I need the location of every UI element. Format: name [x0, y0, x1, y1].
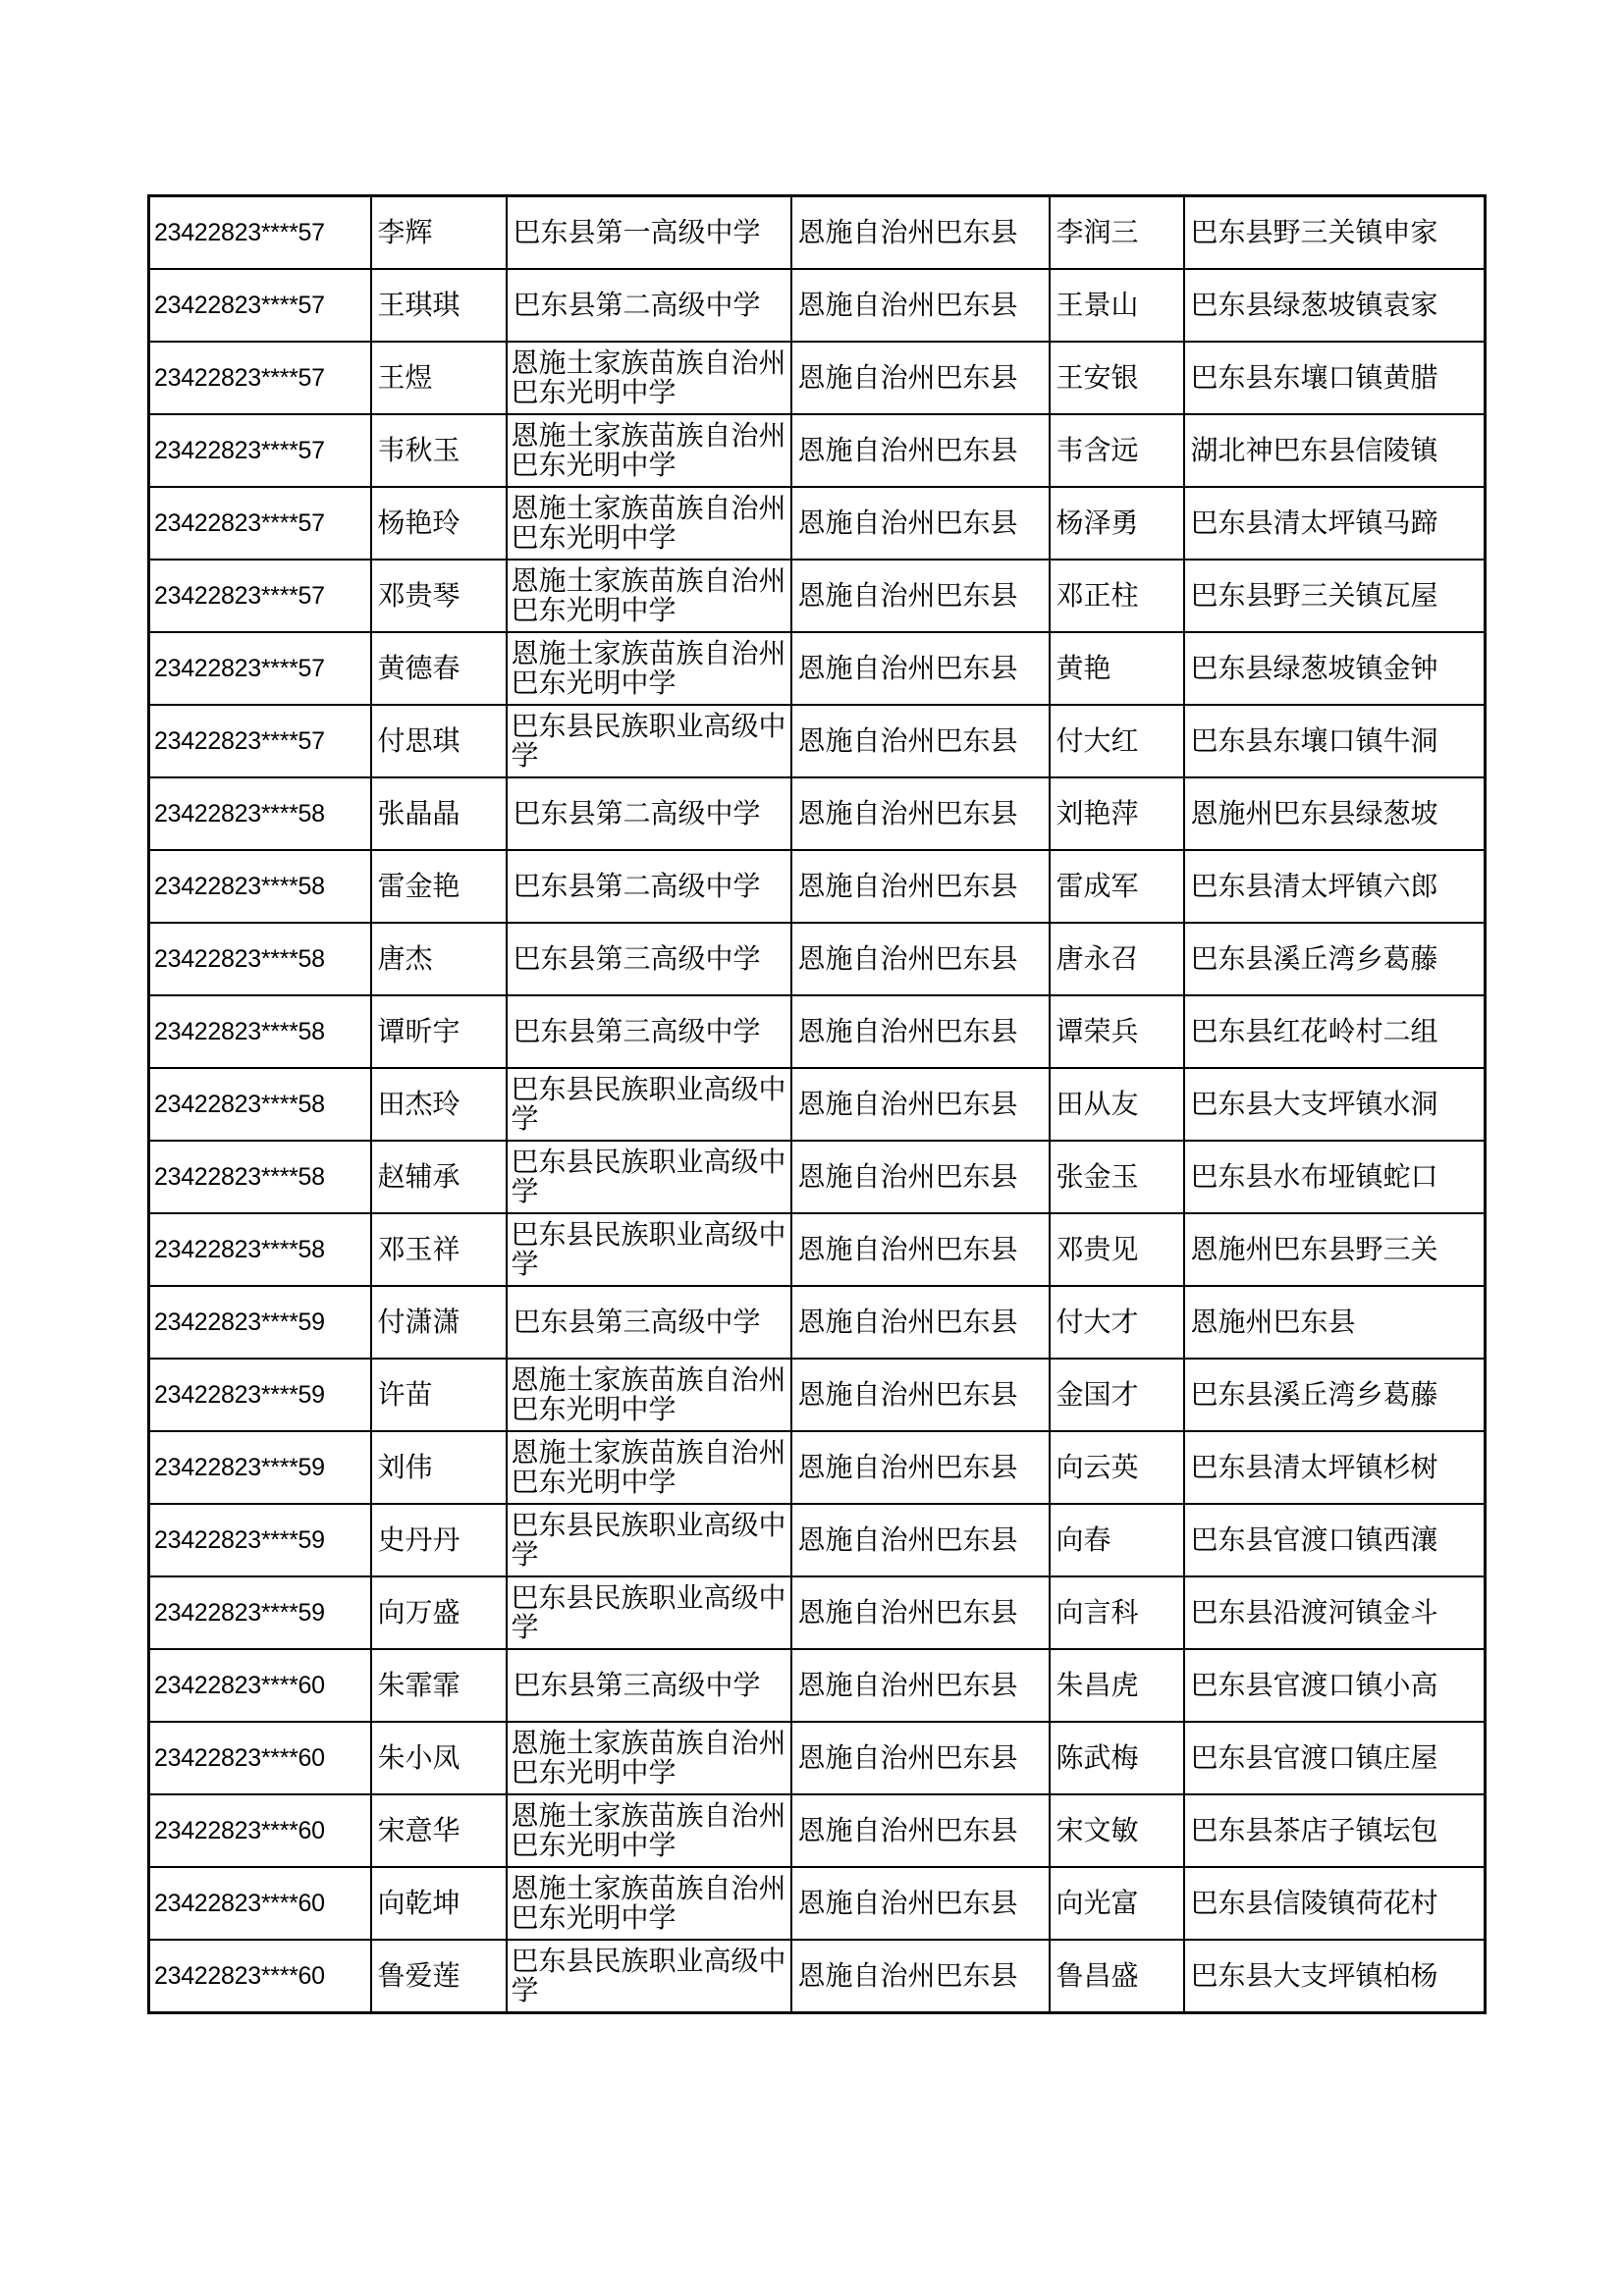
guardian-name-cell: 雷成军 [1050, 850, 1184, 923]
school-cell: 恩施土家族苗族自治州巴东光明中学 [507, 1794, 791, 1867]
address-cell: 巴东县溪丘湾乡葛藤 [1184, 923, 1486, 995]
table-row [149, 196, 1486, 270]
guardian-name-cell: 宋文敏 [1050, 1794, 1184, 1867]
table-row [149, 850, 1486, 923]
region-cell: 恩施自治州巴东县 [791, 342, 1050, 414]
student-id-cell: 23422823****58 [149, 777, 371, 850]
student-name-cell: 田杰玲 [371, 1068, 507, 1141]
student-name-cell: 邓玉祥 [371, 1213, 507, 1286]
region-cell: 恩施自治州巴东县 [791, 1794, 1050, 1867]
student-id-cell: 23422823****57 [149, 414, 371, 487]
school-cell: 巴东县民族职业高级中学 [507, 705, 791, 777]
student-name-cell: 杨艳玲 [371, 487, 507, 560]
school-cell: 恩施土家族苗族自治州巴东光明中学 [507, 487, 791, 560]
school-cell: 巴东县民族职业高级中学 [507, 1504, 791, 1576]
region-cell: 恩施自治州巴东县 [791, 1576, 1050, 1649]
school-cell: 恩施土家族苗族自治州巴东光明中学 [507, 1722, 791, 1794]
address-cell: 巴东县绿葱坡镇金钟 [1184, 632, 1486, 705]
guardian-name-cell: 唐永召 [1050, 923, 1184, 995]
school-cell: 巴东县第二高级中学 [507, 269, 791, 342]
guardian-name-cell: 谭荣兵 [1050, 995, 1184, 1068]
student-id-cell: 23422823****59 [149, 1286, 371, 1359]
school-cell: 恩施土家族苗族自治州巴东光明中学 [507, 1431, 791, 1504]
student-name-cell: 黄德春 [371, 632, 507, 705]
region-cell: 恩施自治州巴东县 [791, 850, 1050, 923]
address-cell: 巴东县东壤口镇黄腊 [1184, 342, 1486, 414]
table-row [149, 414, 1486, 487]
table-row [149, 1286, 1486, 1359]
student-name-cell: 赵辅承 [371, 1141, 507, 1213]
school-cell: 恩施土家族苗族自治州巴东光明中学 [507, 342, 791, 414]
table-row [149, 705, 1486, 777]
address-cell: 巴东县信陵镇荷花村 [1184, 1867, 1486, 1940]
guardian-name-cell: 李润三 [1050, 196, 1184, 270]
address-cell: 巴东县沿渡河镇金斗 [1184, 1576, 1486, 1649]
table-row [149, 777, 1486, 850]
address-cell: 巴东县清太坪镇六郎 [1184, 850, 1486, 923]
region-cell: 恩施自治州巴东县 [791, 1867, 1050, 1940]
student-id-cell: 23422823****58 [149, 1141, 371, 1213]
region-cell: 恩施自治州巴东县 [791, 1504, 1050, 1576]
school-cell: 巴东县第三高级中学 [507, 1649, 791, 1722]
guardian-name-cell: 张金玉 [1050, 1141, 1184, 1213]
student-name-cell: 朱霏霏 [371, 1649, 507, 1722]
student-name-cell: 王煜 [371, 342, 507, 414]
student-id-cell: 23422823****57 [149, 560, 371, 632]
student-name-cell: 鲁爱莲 [371, 1940, 507, 2013]
region-cell: 恩施自治州巴东县 [791, 995, 1050, 1068]
guardian-name-cell: 邓正柱 [1050, 560, 1184, 632]
address-cell: 巴东县红花岭村二组 [1184, 995, 1486, 1068]
table-row [149, 1359, 1486, 1431]
address-cell: 巴东县茶店子镇坛包 [1184, 1794, 1486, 1867]
school-cell: 巴东县第一高级中学 [507, 196, 791, 270]
student-name-cell: 唐杰 [371, 923, 507, 995]
region-cell: 恩施自治州巴东县 [791, 1141, 1050, 1213]
address-cell: 巴东县大支坪镇水洞 [1184, 1068, 1486, 1141]
student-id-cell: 23422823****60 [149, 1722, 371, 1794]
student-name-cell: 付思琪 [371, 705, 507, 777]
school-cell: 恩施土家族苗族自治州巴东光明中学 [507, 414, 791, 487]
student-id-cell: 23422823****59 [149, 1359, 371, 1431]
table-row [149, 1649, 1486, 1722]
table-row [149, 1940, 1486, 2013]
guardian-name-cell: 金国才 [1050, 1359, 1184, 1431]
student-id-cell: 23422823****58 [149, 850, 371, 923]
region-cell: 恩施自治州巴东县 [791, 196, 1050, 270]
region-cell: 恩施自治州巴东县 [791, 632, 1050, 705]
student-id-cell: 23422823****57 [149, 487, 371, 560]
student-id-cell: 23422823****57 [149, 196, 371, 270]
address-cell: 巴东县东壤口镇牛洞 [1184, 705, 1486, 777]
student-id-cell: 23422823****60 [149, 1867, 371, 1940]
guardian-name-cell: 付大红 [1050, 705, 1184, 777]
guardian-name-cell: 杨泽勇 [1050, 487, 1184, 560]
table-row [149, 269, 1486, 342]
school-cell: 巴东县民族职业高级中学 [507, 1213, 791, 1286]
school-cell: 巴东县第二高级中学 [507, 850, 791, 923]
table-row [149, 1794, 1486, 1867]
address-cell: 巴东县官渡口镇小高 [1184, 1649, 1486, 1722]
school-cell: 巴东县民族职业高级中学 [507, 1141, 791, 1213]
guardian-name-cell: 鲁昌盛 [1050, 1940, 1184, 2013]
region-cell: 恩施自治州巴东县 [791, 269, 1050, 342]
table-row [149, 1431, 1486, 1504]
address-cell: 湖北神巴东县信陵镇 [1184, 414, 1486, 487]
guardian-name-cell: 王景山 [1050, 269, 1184, 342]
region-cell: 恩施自治州巴东县 [791, 923, 1050, 995]
student-id-cell: 23422823****58 [149, 1213, 371, 1286]
guardian-name-cell: 向言科 [1050, 1576, 1184, 1649]
student-name-cell: 王琪琪 [371, 269, 507, 342]
table-body [149, 196, 1486, 2013]
school-cell: 巴东县第三高级中学 [507, 923, 791, 995]
student-id-cell: 23422823****59 [149, 1576, 371, 1649]
guardian-name-cell: 邓贵见 [1050, 1213, 1184, 1286]
student-name-cell: 李辉 [371, 196, 507, 270]
address-cell: 巴东县野三关镇瓦屋 [1184, 560, 1486, 632]
school-cell: 巴东县民族职业高级中学 [507, 1068, 791, 1141]
student-id-cell: 23422823****57 [149, 705, 371, 777]
region-cell: 恩施自治州巴东县 [791, 1940, 1050, 2013]
address-cell: 巴东县野三关镇申家 [1184, 196, 1486, 270]
address-cell: 巴东县大支坪镇柏杨 [1184, 1940, 1486, 2013]
student-name-cell: 史丹丹 [371, 1504, 507, 1576]
school-cell: 巴东县第二高级中学 [507, 777, 791, 850]
guardian-name-cell: 向春 [1050, 1504, 1184, 1576]
student-name-cell: 张晶晶 [371, 777, 507, 850]
table-row [149, 1068, 1486, 1141]
address-cell: 巴东县清太坪镇杉树 [1184, 1431, 1486, 1504]
address-cell: 巴东县官渡口镇西瀼 [1184, 1504, 1486, 1576]
student-name-cell: 谭昕宇 [371, 995, 507, 1068]
address-cell: 恩施州巴东县野三关 [1184, 1213, 1486, 1286]
school-cell: 恩施土家族苗族自治州巴东光明中学 [507, 1867, 791, 1940]
student-name-cell: 雷金艳 [371, 850, 507, 923]
region-cell: 恩施自治州巴东县 [791, 1213, 1050, 1286]
student-id-cell: 23422823****60 [149, 1649, 371, 1722]
student-name-cell: 付潇潇 [371, 1286, 507, 1359]
region-cell: 恩施自治州巴东县 [791, 705, 1050, 777]
address-cell: 巴东县清太坪镇马蹄 [1184, 487, 1486, 560]
student-name-cell: 邓贵琴 [371, 560, 507, 632]
table-row [149, 1141, 1486, 1213]
student-name-cell: 刘伟 [371, 1431, 507, 1504]
school-cell: 巴东县第三高级中学 [507, 995, 791, 1068]
address-cell: 巴东县绿葱坡镇袁家 [1184, 269, 1486, 342]
guardian-name-cell: 王安银 [1050, 342, 1184, 414]
region-cell: 恩施自治州巴东县 [791, 777, 1050, 850]
table-row [149, 1722, 1486, 1794]
table-row [149, 1867, 1486, 1940]
region-cell: 恩施自治州巴东县 [791, 414, 1050, 487]
region-cell: 恩施自治州巴东县 [791, 487, 1050, 560]
student-name-cell: 向乾坤 [371, 1867, 507, 1940]
region-cell: 恩施自治州巴东县 [791, 1722, 1050, 1794]
student-id-cell: 23422823****59 [149, 1431, 371, 1504]
student-roster-table [147, 194, 1487, 2014]
student-id-cell: 23422823****57 [149, 269, 371, 342]
table-row [149, 632, 1486, 705]
address-cell: 巴东县水布垭镇蛇口 [1184, 1141, 1486, 1213]
table-row [149, 560, 1486, 632]
student-id-cell: 23422823****60 [149, 1794, 371, 1867]
region-cell: 恩施自治州巴东县 [791, 1286, 1050, 1359]
table-row [149, 487, 1486, 560]
school-cell: 巴东县第三高级中学 [507, 1286, 791, 1359]
table-row [149, 995, 1486, 1068]
table-row [149, 923, 1486, 995]
guardian-name-cell: 向云英 [1050, 1431, 1184, 1504]
school-cell: 恩施土家族苗族自治州巴东光明中学 [507, 632, 791, 705]
guardian-name-cell: 韦含远 [1050, 414, 1184, 487]
school-cell: 巴东县民族职业高级中学 [507, 1576, 791, 1649]
student-id-cell: 23422823****58 [149, 1068, 371, 1141]
guardian-name-cell: 田从友 [1050, 1068, 1184, 1141]
region-cell: 恩施自治州巴东县 [791, 1068, 1050, 1141]
student-id-cell: 23422823****59 [149, 1504, 371, 1576]
student-name-cell: 朱小凤 [371, 1722, 507, 1794]
student-id-cell: 23422823****60 [149, 1940, 371, 2013]
address-cell: 恩施州巴东县绿葱坡 [1184, 777, 1486, 850]
region-cell: 恩施自治州巴东县 [791, 1431, 1050, 1504]
school-cell: 恩施土家族苗族自治州巴东光明中学 [507, 1359, 791, 1431]
student-name-cell: 许苗 [371, 1359, 507, 1431]
table-row [149, 342, 1486, 414]
guardian-name-cell: 朱昌虎 [1050, 1649, 1184, 1722]
guardian-name-cell: 黄艳 [1050, 632, 1184, 705]
table-row [149, 1504, 1486, 1576]
guardian-name-cell: 向光富 [1050, 1867, 1184, 1940]
guardian-name-cell: 陈武梅 [1050, 1722, 1184, 1794]
region-cell: 恩施自治州巴东县 [791, 1649, 1050, 1722]
student-id-cell: 23422823****58 [149, 995, 371, 1068]
student-name-cell: 向万盛 [371, 1576, 507, 1649]
table-row [149, 1576, 1486, 1649]
table-row [149, 1213, 1486, 1286]
student-id-cell: 23422823****58 [149, 923, 371, 995]
student-id-cell: 23422823****57 [149, 632, 371, 705]
address-cell: 巴东县溪丘湾乡葛藤 [1184, 1359, 1486, 1431]
student-id-cell: 23422823****57 [149, 342, 371, 414]
region-cell: 恩施自治州巴东县 [791, 560, 1050, 632]
school-cell: 巴东县民族职业高级中学 [507, 1940, 791, 2013]
region-cell: 恩施自治州巴东县 [791, 1359, 1050, 1431]
guardian-name-cell: 付大才 [1050, 1286, 1184, 1359]
address-cell: 巴东县官渡口镇庄屋 [1184, 1722, 1486, 1794]
guardian-name-cell: 刘艳萍 [1050, 777, 1184, 850]
school-cell: 恩施土家族苗族自治州巴东光明中学 [507, 560, 791, 632]
student-name-cell: 韦秋玉 [371, 414, 507, 487]
address-cell: 恩施州巴东县 [1184, 1286, 1486, 1359]
student-name-cell: 宋意华 [371, 1794, 507, 1867]
